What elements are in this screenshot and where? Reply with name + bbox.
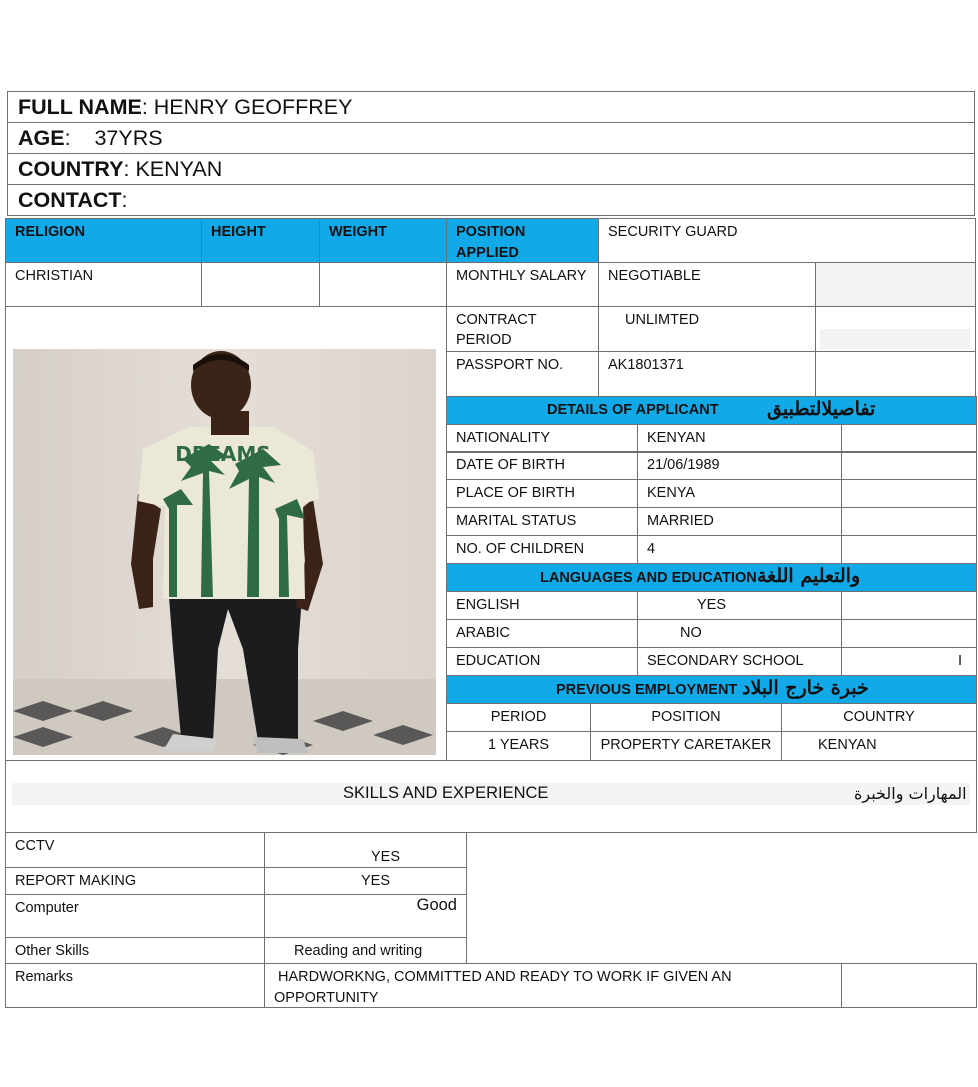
skills-title: SKILLS AND EXPERIENCE <box>343 784 549 802</box>
skill-label-other: Other Skills <box>5 937 265 964</box>
skill-value-report: YES <box>264 867 467 895</box>
monthly-salary-value: NEGOTIABLE <box>598 262 816 307</box>
language-value: NO <box>637 619 842 648</box>
religion-value: CHRISTIAN <box>5 262 202 307</box>
skill-value-computer: Good <box>264 894 467 938</box>
skill-value-cctv: YES <box>264 832 467 868</box>
full-name-row <box>7 91 975 123</box>
salary-extra <box>815 262 976 307</box>
details-value: MARRIED <box>637 507 842 536</box>
applicant-photo <box>13 349 436 755</box>
contact-label: CONTACT <box>18 188 122 212</box>
age-label: AGE <box>18 126 65 150</box>
age-row <box>7 122 975 154</box>
details-title: DETAILS OF APPLICANT <box>547 402 719 418</box>
skills-section <box>5 760 977 833</box>
weight-header: WEIGHT <box>319 218 447 263</box>
contract-period-label: CONTRACT PERIOD <box>446 306 599 352</box>
remarks-value: HARDWORKNG, COMMITTED AND READY TO WORK IF GIVEN AN OPPORTUNITY <box>264 963 842 1008</box>
details-extra <box>841 479 977 508</box>
details-extra <box>841 451 977 480</box>
remarks-label: Remarks <box>5 963 265 1008</box>
employment-country-value: KENYAN <box>781 731 977 761</box>
shirt-print-text: DREAMS <box>175 442 271 466</box>
language-value: SECONDARY SCHOOL <box>637 647 842 676</box>
religion-header: RELIGION <box>5 218 202 263</box>
height-value <box>201 262 320 307</box>
passport-label: PASSPORT NO. <box>446 351 599 397</box>
position-applied-value: SECURITY GUARD <box>598 218 976 263</box>
details-header <box>446 396 977 425</box>
employment-country-header: COUNTRY <box>781 703 977 732</box>
languages-title-arabic: والتعليم اللغة <box>757 565 861 587</box>
monthly-salary-label: MONTHLY SALARY <box>446 262 599 307</box>
contract-period-value: UNLIMTED <box>598 306 816 352</box>
remarks-extra <box>841 963 977 1008</box>
position-applied-label: POSITION APPLIED <box>446 218 599 263</box>
language-extra <box>841 619 977 648</box>
employment-header <box>446 675 977 704</box>
language-label: ARABIC <box>446 619 638 648</box>
country-value: : KENYAN <box>123 157 223 181</box>
languages-header <box>446 563 977 592</box>
details-label: MARITAL STATUS <box>446 507 638 536</box>
skill-label-computer: Computer <box>5 894 265 938</box>
details-value: KENYA <box>637 479 842 508</box>
employment-position-header: POSITION <box>590 703 782 732</box>
details-label: DATE OF BIRTH <box>446 451 638 480</box>
employment-period-value: 1 YEARS <box>446 731 591 761</box>
contact-row <box>7 184 975 216</box>
skills-title-arabic: المهارات والخبرة <box>854 784 967 803</box>
full-name-value: : HENRY GEOFFREY <box>141 95 353 119</box>
employment-title: PREVIOUS EMPLOYMENT <box>556 682 738 698</box>
details-value: KENYAN <box>637 424 842 453</box>
language-extra: I <box>841 647 977 676</box>
languages-title: LANGUAGES AND EDUCATION <box>540 570 757 586</box>
employment-title-arabic: خبرة خارج البلاد <box>742 677 869 699</box>
language-extra <box>841 591 977 620</box>
country-label: COUNTRY <box>18 157 124 181</box>
details-value: 4 <box>637 535 842 564</box>
details-title-arabic: تفاصيلالتطبيق <box>767 398 876 420</box>
details-label: NO. OF CHILDREN <box>446 535 638 564</box>
age-value: : 37YRS <box>64 126 163 150</box>
details-extra <box>841 424 977 453</box>
weight-value <box>319 262 447 307</box>
height-header: HEIGHT <box>201 218 320 263</box>
full-name-label: FULL NAME <box>18 95 142 119</box>
details-extra <box>841 535 977 564</box>
contract-extra <box>815 306 976 352</box>
details-label: PLACE OF BIRTH <box>446 479 638 508</box>
language-label: ENGLISH <box>446 591 638 620</box>
language-value: YES <box>637 591 842 620</box>
details-label: NATIONALITY <box>446 424 638 453</box>
passport-extra <box>815 351 976 397</box>
skill-value-other: Reading and writing <box>264 937 467 964</box>
contact-value: : <box>121 188 128 212</box>
details-value: 21/06/1989 <box>637 451 842 480</box>
passport-value: AK1801371 <box>598 351 816 397</box>
language-label: EDUCATION <box>446 647 638 676</box>
skill-label-cctv: CCTV <box>5 832 265 868</box>
details-extra <box>841 507 977 536</box>
employment-position-value: PROPERTY CARETAKER <box>590 731 782 761</box>
skill-label-report: REPORT MAKING <box>5 867 265 895</box>
country-row <box>7 153 975 185</box>
employment-period-header: PERIOD <box>446 703 591 732</box>
